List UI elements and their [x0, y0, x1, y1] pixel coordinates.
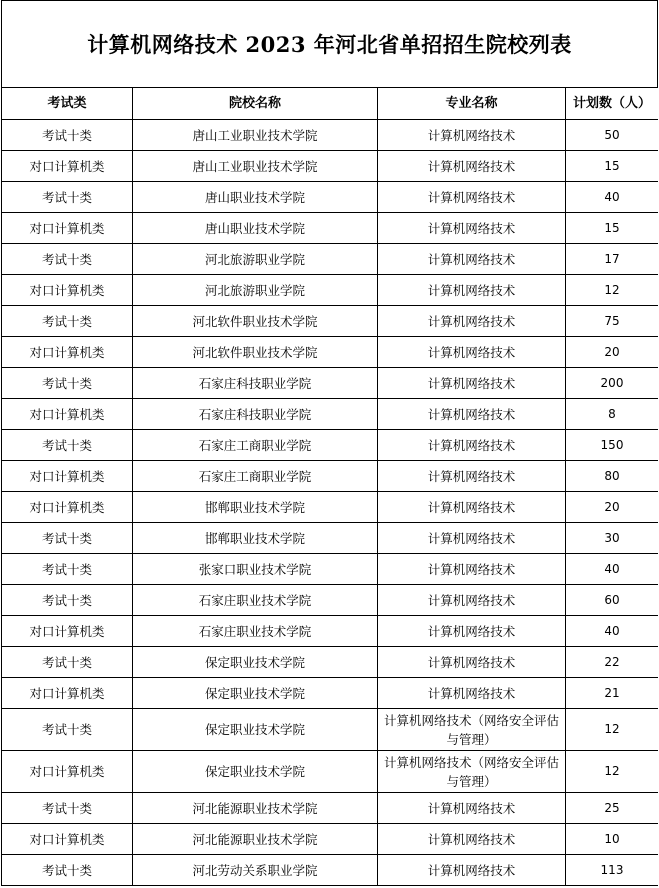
table-body: [2, 120, 659, 886]
cell-plan-count: 22: [566, 647, 659, 678]
cell-major-name: 计算机网络技术: [378, 213, 566, 244]
cell-plan-count: 12: [566, 709, 659, 751]
cell-plan-count: 8: [566, 399, 659, 430]
table-row: [2, 368, 659, 399]
cell-exam-type: 考试十类: [2, 585, 133, 616]
cell-exam-type: 考试十类: [2, 120, 133, 151]
cell-plan-count: 12: [566, 751, 659, 793]
cell-plan-count: 30: [566, 523, 659, 554]
cell-plan-count: 20: [566, 492, 659, 523]
cell-school-name: 石家庄科技职业学院: [133, 399, 378, 430]
table-row: [2, 430, 659, 461]
cell-major-name: 计算机网络技术: [378, 793, 566, 824]
cell-major-name: 计算机网络技术（网络安全评估与管理）: [378, 751, 566, 793]
header-plan-count: 计划数（人）: [566, 88, 659, 120]
header-exam-type: 考试类: [2, 88, 133, 120]
cell-school-name: 保定职业技术学院: [133, 751, 378, 793]
cell-exam-type: 对口计算机类: [2, 275, 133, 306]
table-row: [2, 461, 659, 492]
cell-plan-count: 40: [566, 616, 659, 647]
cell-school-name: 保定职业技术学院: [133, 647, 378, 678]
cell-school-name: 唐山职业技术学院: [133, 213, 378, 244]
table-row: [2, 616, 659, 647]
cell-school-name: 河北软件职业技术学院: [133, 337, 378, 368]
cell-school-name: 邯郸职业技术学院: [133, 523, 378, 554]
cell-school-name: 河北软件职业技术学院: [133, 306, 378, 337]
cell-school-name: 张家口职业技术学院: [133, 554, 378, 585]
cell-school-name: 唐山工业职业技术学院: [133, 120, 378, 151]
cell-exam-type: 对口计算机类: [2, 616, 133, 647]
table-row: [2, 523, 659, 554]
cell-plan-count: 75: [566, 306, 659, 337]
cell-school-name: 唐山工业职业技术学院: [133, 151, 378, 182]
table-row: [2, 585, 659, 616]
cell-plan-count: 200: [566, 368, 659, 399]
cell-major-name: 计算机网络技术: [378, 275, 566, 306]
table-row: [2, 244, 659, 275]
cell-major-name: 计算机网络技术: [378, 585, 566, 616]
cell-school-name: 河北劳动关系职业学院: [133, 855, 378, 886]
title-box: [1, 0, 658, 87]
cell-school-name: 河北能源职业技术学院: [133, 793, 378, 824]
cell-exam-type: 考试十类: [2, 430, 133, 461]
page-title: 计算机网络技术 2023 年河北省单招招生院校列表: [87, 32, 572, 57]
cell-major-name: 计算机网络技术: [378, 430, 566, 461]
cell-plan-count: 17: [566, 244, 659, 275]
cell-school-name: 石家庄职业技术学院: [133, 616, 378, 647]
cell-plan-count: 50: [566, 120, 659, 151]
table-row: [2, 647, 659, 678]
cell-major-name: 计算机网络技术: [378, 244, 566, 275]
cell-plan-count: 10: [566, 824, 659, 855]
table-row: [2, 120, 659, 151]
cell-exam-type: 考试十类: [2, 554, 133, 585]
cell-exam-type: 对口计算机类: [2, 151, 133, 182]
cell-major-name: 计算机网络技术: [378, 182, 566, 213]
cell-plan-count: 60: [566, 585, 659, 616]
cell-major-name: 计算机网络技术: [378, 337, 566, 368]
school-list-table: [1, 87, 658, 886]
cell-school-name: 唐山职业技术学院: [133, 182, 378, 213]
cell-major-name: 计算机网络技术（网络安全评估与管理）: [378, 709, 566, 751]
cell-school-name: 河北能源职业技术学院: [133, 824, 378, 855]
table-row: [2, 554, 659, 585]
cell-major-name: 计算机网络技术: [378, 678, 566, 709]
table-row: [2, 151, 659, 182]
table-row: [2, 306, 659, 337]
cell-major-name: 计算机网络技术: [378, 461, 566, 492]
cell-plan-count: 113: [566, 855, 659, 886]
cell-major-name: 计算机网络技术: [378, 492, 566, 523]
cell-exam-type: 对口计算机类: [2, 678, 133, 709]
cell-exam-type: 考试十类: [2, 244, 133, 275]
table-row: [2, 855, 659, 886]
table-row: [2, 337, 659, 368]
table-row: [2, 399, 659, 430]
cell-plan-count: 15: [566, 151, 659, 182]
cell-school-name: 邯郸职业技术学院: [133, 492, 378, 523]
cell-major-name: 计算机网络技术: [378, 855, 566, 886]
cell-plan-count: 15: [566, 213, 659, 244]
cell-major-name: 计算机网络技术: [378, 399, 566, 430]
cell-major-name: 计算机网络技术: [378, 616, 566, 647]
cell-plan-count: 80: [566, 461, 659, 492]
cell-exam-type: 对口计算机类: [2, 399, 133, 430]
cell-plan-count: 12: [566, 275, 659, 306]
table-header-row: [2, 88, 659, 120]
cell-exam-type: 考试十类: [2, 306, 133, 337]
cell-school-name: 河北旅游职业学院: [133, 275, 378, 306]
table-row: [2, 751, 659, 793]
cell-school-name: 河北旅游职业学院: [133, 244, 378, 275]
cell-school-name: 石家庄科技职业学院: [133, 368, 378, 399]
table-row: [2, 824, 659, 855]
cell-exam-type: 考试十类: [2, 182, 133, 213]
cell-major-name: 计算机网络技术: [378, 647, 566, 678]
cell-exam-type: 考试十类: [2, 647, 133, 678]
cell-exam-type: 对口计算机类: [2, 213, 133, 244]
cell-exam-type: 对口计算机类: [2, 461, 133, 492]
cell-exam-type: 对口计算机类: [2, 824, 133, 855]
cell-major-name: 计算机网络技术: [378, 368, 566, 399]
document-sheet: [1, 0, 658, 888]
header-school-name: 院校名称: [133, 88, 378, 120]
cell-school-name: 石家庄工商职业学院: [133, 461, 378, 492]
header-major-name: 专业名称: [378, 88, 566, 120]
cell-plan-count: 25: [566, 793, 659, 824]
table-row: [2, 709, 659, 751]
cell-school-name: 石家庄工商职业学院: [133, 430, 378, 461]
table-row: [2, 213, 659, 244]
cell-exam-type: 考试十类: [2, 793, 133, 824]
cell-plan-count: 150: [566, 430, 659, 461]
cell-major-name: 计算机网络技术: [378, 523, 566, 554]
table-row: [2, 182, 659, 213]
cell-major-name: 计算机网络技术: [378, 120, 566, 151]
cell-exam-type: 考试十类: [2, 523, 133, 554]
cell-major-name: 计算机网络技术: [378, 554, 566, 585]
table-row: [2, 678, 659, 709]
table-row: [2, 793, 659, 824]
cell-exam-type: 对口计算机类: [2, 492, 133, 523]
cell-plan-count: 40: [566, 554, 659, 585]
cell-plan-count: 20: [566, 337, 659, 368]
cell-exam-type: 考试十类: [2, 855, 133, 886]
table-row: [2, 492, 659, 523]
cell-school-name: 保定职业技术学院: [133, 678, 378, 709]
cell-plan-count: 40: [566, 182, 659, 213]
cell-plan-count: 21: [566, 678, 659, 709]
cell-exam-type: 考试十类: [2, 709, 133, 751]
cell-exam-type: 对口计算机类: [2, 751, 133, 793]
cell-major-name: 计算机网络技术: [378, 151, 566, 182]
table-row: [2, 275, 659, 306]
cell-major-name: 计算机网络技术: [378, 306, 566, 337]
cell-major-name: 计算机网络技术: [378, 824, 566, 855]
cell-school-name: 石家庄职业技术学院: [133, 585, 378, 616]
cell-school-name: 保定职业技术学院: [133, 709, 378, 751]
cell-exam-type: 对口计算机类: [2, 337, 133, 368]
cell-exam-type: 考试十类: [2, 368, 133, 399]
